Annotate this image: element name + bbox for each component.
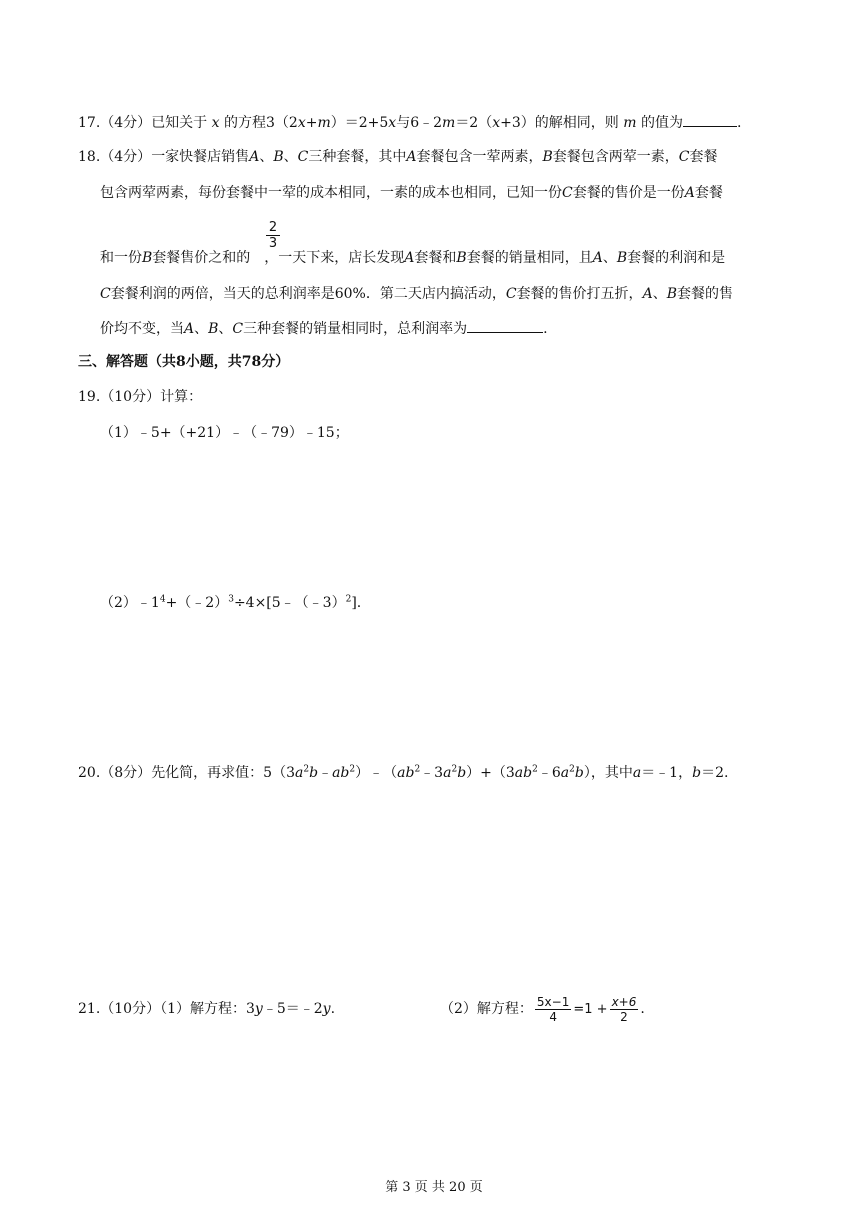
text: +3）的解相同，则: [500, 115, 619, 131]
text: ＝﹣1，: [641, 765, 693, 781]
text: 套餐的销量相同，且: [466, 250, 593, 266]
answer-blank: [467, 320, 543, 333]
text: 套餐的利润和是: [627, 250, 726, 266]
text: 、: [652, 286, 667, 302]
text: 、: [283, 149, 298, 165]
variable: A: [642, 286, 653, 302]
question-number: 18.: [78, 149, 101, 165]
fraction-two-thirds: [266, 220, 280, 251]
variable: y: [254, 1001, 263, 1017]
question-number: 21.: [78, 1001, 101, 1017]
text: .: [543, 321, 548, 337]
text: 包含两荤两素，每份套餐中一荤的成本相同，一素的成本也相同，已知一份: [100, 185, 562, 201]
text: ﹣3: [420, 765, 444, 781]
text: ＝2.: [701, 765, 729, 781]
text: =1 +: [573, 1002, 608, 1017]
exponent: 2: [345, 594, 352, 605]
text: 套餐: [689, 149, 718, 165]
question-18-line-1: [78, 148, 717, 166]
question-number: 19.: [78, 389, 101, 405]
text: （1）解方程：3: [160, 1001, 255, 1017]
variable: x: [297, 115, 306, 131]
question-17: [78, 114, 741, 132]
variable: ab: [514, 765, 533, 781]
exponent: 2: [532, 764, 538, 775]
text: .: [736, 115, 742, 131]
text: （2）解方程：: [440, 1001, 533, 1017]
page-footer: 第 3 页 共 20 页: [385, 1180, 483, 1195]
question-21-part-2: [440, 992, 645, 1027]
variable: C: [232, 321, 244, 337]
variable: B: [142, 250, 153, 266]
exponent: 2: [303, 764, 310, 775]
text: ＝2（: [455, 115, 493, 131]
text: 套餐包含一荤两素，: [416, 149, 543, 165]
text: 套餐的售价是一份: [572, 185, 685, 201]
question-18-line-5: [100, 320, 548, 338]
text: 价均不变，当: [100, 321, 184, 337]
question-18-line-4: [100, 285, 733, 303]
text: 和一份: [100, 250, 142, 266]
variable: a: [295, 765, 304, 781]
fraction-numerator: 2: [266, 220, 280, 236]
variable: B: [456, 250, 467, 266]
variable: ab: [332, 765, 350, 781]
answer-blank: [683, 114, 737, 127]
variable: C: [678, 149, 690, 165]
question-18-line-2: [100, 184, 723, 202]
variable: a: [443, 765, 452, 781]
variable: A: [249, 149, 260, 165]
text: .: [330, 1001, 336, 1017]
fraction-5x-minus-1-over-4: [535, 995, 571, 1024]
variable: x: [388, 115, 397, 131]
text: ）+（3: [466, 765, 515, 781]
text: +（﹣2）: [165, 595, 229, 611]
variable: C: [297, 149, 309, 165]
text: ﹣6: [537, 765, 561, 781]
text: 套餐的售价打五折，: [516, 286, 643, 302]
exponent: 2: [349, 764, 356, 775]
variable: B: [616, 250, 628, 266]
text: 套餐的售: [676, 286, 733, 302]
exponent: 2: [569, 764, 575, 775]
variable: B: [542, 149, 553, 165]
text: 一家快餐店销售: [151, 149, 250, 165]
variable: m: [442, 115, 456, 131]
fraction-numerator: x+6: [611, 994, 637, 1009]
variable: B: [273, 149, 284, 165]
fraction-x-plus-6-over-2: [610, 995, 639, 1024]
variable: b: [574, 765, 584, 781]
text: 的方程3（2: [224, 115, 298, 131]
variable: C: [562, 185, 573, 201]
text: ﹣: [318, 765, 333, 781]
variable: B: [208, 321, 219, 337]
text: 的值为: [640, 115, 683, 131]
question-21-part-1: [78, 1000, 335, 1018]
text: 与6﹣2: [396, 115, 443, 131]
text: 先化简，再求值：5（3: [151, 765, 296, 781]
score: （10分）: [100, 1001, 161, 1017]
fraction-denominator: 2: [620, 1009, 628, 1024]
exponent: 2: [414, 764, 421, 775]
variable: ab: [397, 765, 415, 781]
variable: A: [684, 185, 695, 201]
variable: C: [100, 286, 111, 302]
question-number: 20.: [78, 765, 101, 781]
fraction-denominator: 3: [268, 236, 278, 251]
variable: A: [406, 149, 417, 165]
text: ].: [351, 595, 362, 611]
text: 套餐: [694, 185, 723, 201]
text: （2）﹣1: [100, 595, 160, 611]
variable: A: [592, 250, 603, 266]
question-number: 17.: [78, 115, 101, 131]
question-19: [78, 388, 202, 406]
variable: A: [404, 250, 415, 266]
score: （4分）: [100, 149, 152, 165]
text: ，一天下来，店长发现: [264, 250, 405, 266]
fraction-denominator: 4: [549, 1009, 557, 1024]
question-20: [78, 764, 728, 782]
exponent: 4: [159, 594, 166, 605]
text: ）﹣（: [355, 765, 398, 781]
text: 、: [218, 321, 233, 337]
variable: x: [211, 115, 220, 131]
variable: C: [505, 286, 517, 302]
exponent: 3: [228, 594, 234, 605]
text: +: [305, 115, 318, 131]
variable: a: [560, 765, 570, 781]
exponent: 2: [451, 764, 458, 775]
variable: m: [317, 115, 331, 131]
text: .: [640, 1001, 645, 1017]
text: ÷4×[5﹣（﹣3）: [233, 595, 346, 611]
variable: y: [322, 1001, 331, 1017]
score: （10分）: [100, 389, 161, 405]
section-heading: 三、解答题（共8小题，共78分）: [78, 354, 290, 370]
fraction-numerator: 5x−1: [536, 994, 570, 1009]
variable: A: [184, 321, 195, 337]
variable: b: [309, 765, 319, 781]
variable: m: [623, 115, 637, 131]
text: 三种套餐的销量相同时，总利润率为: [243, 321, 468, 337]
text: 套餐利润的两倍，当天的总利润率是60%．第二天店内搞活动，: [110, 286, 506, 302]
text: ），其中: [583, 765, 633, 781]
text: 、: [602, 250, 617, 266]
question-19-part-1: （1）﹣5+（+21）﹣（﹣79）﹣15；: [100, 425, 349, 441]
text: 、: [259, 149, 274, 165]
text: 套餐售价之和的: [152, 250, 251, 266]
score: （8分）: [100, 765, 152, 781]
question-18-line-3: [100, 249, 725, 267]
text: ）＝2+5: [330, 115, 389, 131]
text: 套餐包含两荤一素，: [552, 149, 679, 165]
question-19-part-2: [100, 594, 361, 612]
text: 已知关于: [151, 115, 208, 131]
score: （4分）: [100, 115, 152, 131]
variable: a: [632, 765, 642, 781]
text: 套餐和: [414, 250, 457, 266]
text: 计算：: [160, 389, 203, 405]
text: 三种套餐，其中: [308, 149, 407, 165]
variable: x: [492, 115, 501, 131]
text: ﹣5＝﹣2: [262, 1001, 323, 1017]
variable: b: [457, 765, 467, 781]
variable: B: [666, 286, 677, 302]
variable: b: [692, 765, 702, 781]
text: 、: [194, 321, 209, 337]
